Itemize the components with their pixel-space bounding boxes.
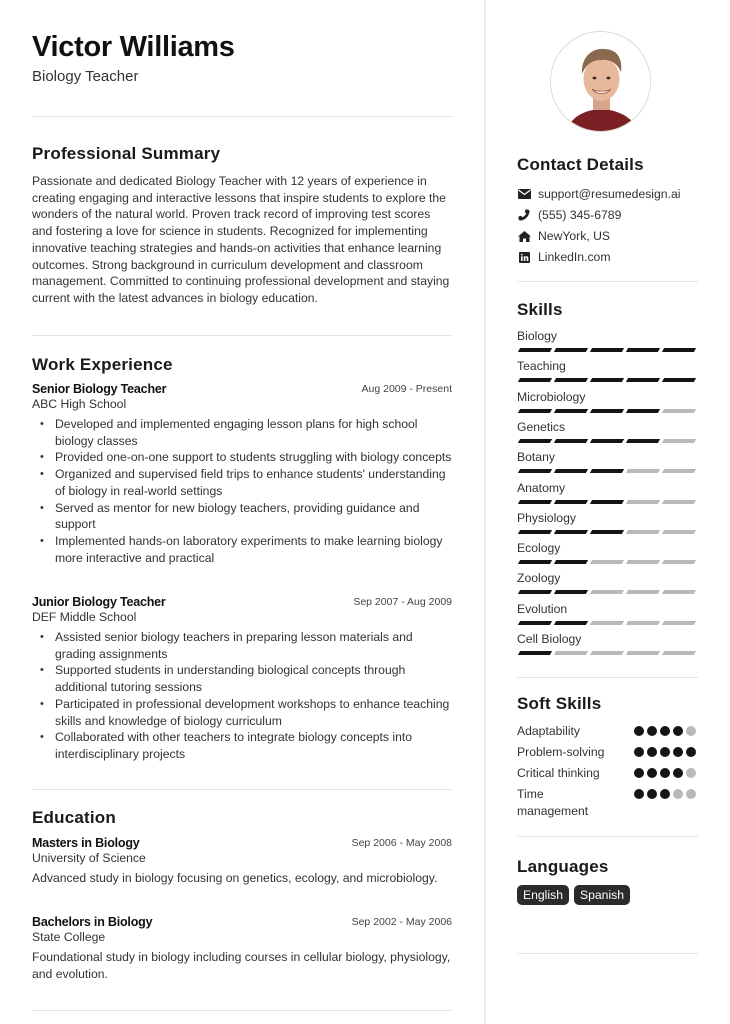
skill-level-segment <box>518 439 552 443</box>
language-tag: Spanish <box>574 885 630 905</box>
skill-level-segment <box>590 500 624 504</box>
skill-name: Ecology <box>517 541 561 556</box>
divider <box>32 789 452 790</box>
education-entry <box>32 836 452 887</box>
skill-level-segment <box>554 530 588 534</box>
rating-dot <box>647 789 657 799</box>
skill-level-bar <box>517 560 698 564</box>
skill-level-segment <box>626 500 660 504</box>
skill-level-segment <box>554 469 588 473</box>
skill-level-segment <box>662 651 696 655</box>
skill-level-bar <box>517 530 698 534</box>
skill-name: Anatomy <box>517 480 566 495</box>
rating-dot <box>634 768 644 778</box>
education-entry <box>32 915 452 982</box>
skill-level-segment <box>662 621 696 625</box>
soft-skill-item <box>517 786 698 819</box>
rating-dot <box>673 747 683 757</box>
job-bullet: • Served as mentor for new biology teachers, providing guidance and support <box>32 500 452 533</box>
rating-dot <box>660 768 670 778</box>
skill-level-segment <box>662 409 696 413</box>
job-bullets <box>32 416 452 566</box>
skill-level-segment <box>590 590 624 594</box>
rating-dot <box>660 747 670 757</box>
skill-level-segment <box>626 621 660 625</box>
job-role: Senior Biology Teacher <box>32 382 167 396</box>
skill-level-segment <box>590 530 624 534</box>
summary-text: Passionate and dedicated Biology Teacher with 12 years of experience in creating engaging and interactive lessons that inspire students to explore the wonders of the natural world. Proven track record of improving test scores and fostering a love for science in students. Recognized for implementing innovative teaching strategies and hands-on activities that enhance learning outcomes. Strong background in curriculum development and classroom management. Committed to continuing professional development and staying current with the latest advances in biology education. <box>32 174 450 305</box>
skill-name: Zoology <box>517 571 561 586</box>
skill-level-segment <box>518 378 552 382</box>
summary-heading: Professional Summary <box>32 144 221 163</box>
job-bullet: • Assisted senior biology teachers in preparing lesson materials and grading assignments <box>32 629 452 662</box>
soft-skill-name: Problem-solving <box>517 745 605 759</box>
skill-level-bar <box>517 348 698 352</box>
skill-name: Microbiology <box>517 389 586 404</box>
soft-skill-name: Critical thinking <box>517 766 600 780</box>
profile-photo <box>550 31 651 132</box>
skill-level-segment <box>626 530 660 534</box>
skill-level-segment <box>626 469 660 473</box>
candidate-title: Biology Teacher <box>32 68 139 85</box>
skill-level-segment <box>554 439 588 443</box>
job-entry <box>32 595 452 763</box>
column-divider <box>484 0 486 1024</box>
education-heading: Education <box>32 808 116 827</box>
job-bullet: • Participated in professional development workshops to enhance teaching skills and knowledge of biology curriculum <box>32 696 452 729</box>
rating-dot <box>686 768 696 778</box>
skill-level-bar <box>517 621 698 625</box>
rating-dot <box>673 726 683 736</box>
job-bullet: • Collaborated with other teachers to integrate biology concepts into interdisciplinary projects <box>32 729 452 762</box>
skill-level-bar <box>517 651 698 655</box>
soft-skill-item <box>517 744 698 761</box>
rating-dot <box>686 747 696 757</box>
soft-skill-name: Time management <box>517 787 589 818</box>
contact-phone[interactable] <box>517 208 621 222</box>
rating-dot <box>634 726 644 736</box>
home-icon <box>517 229 531 243</box>
languages-heading: Languages <box>517 857 609 876</box>
skill-level-segment <box>626 378 660 382</box>
divider <box>517 836 698 837</box>
skill-level-segment <box>590 439 624 443</box>
skills-heading: Skills <box>517 300 563 319</box>
divider <box>517 281 698 282</box>
education-description: Advanced study in biology focusing on genetics, ecology, and microbiology. <box>32 871 438 885</box>
skill-level-segment <box>662 469 696 473</box>
skill-item <box>517 571 698 594</box>
job-bullet: • Supported students in understanding biological concepts through additional tutoring sessions <box>32 662 452 695</box>
phone-icon <box>517 208 531 222</box>
skill-level-segment <box>626 439 660 443</box>
skill-item <box>517 602 698 625</box>
contact-heading: Contact Details <box>517 155 644 174</box>
skill-item <box>517 450 698 473</box>
job-bullets <box>32 629 452 763</box>
skill-name: Teaching <box>517 359 566 374</box>
linkedin-text: LinkedIn.com <box>538 250 611 264</box>
divider <box>517 953 698 954</box>
divider <box>32 116 452 117</box>
rating-dot <box>686 789 696 799</box>
skill-level-segment <box>626 590 660 594</box>
skill-level-segment <box>662 439 696 443</box>
skill-level-segment <box>518 651 552 655</box>
rating-dot <box>647 747 657 757</box>
skill-level-segment <box>662 530 696 534</box>
skill-level-segment <box>554 590 588 594</box>
skill-item <box>517 632 698 655</box>
degree-name: Bachelors in Biology <box>32 915 153 929</box>
skill-name: Botany <box>517 450 555 465</box>
school-name: University of Science <box>32 851 146 865</box>
skill-level-segment <box>554 621 588 625</box>
skill-level-segment <box>554 500 588 504</box>
education-description: Foundational study in biology including courses in cellular biology, physiology, and evolution. <box>32 950 451 981</box>
skill-name: Evolution <box>517 601 568 616</box>
skill-level-segment <box>590 469 624 473</box>
skill-level-segment <box>518 500 552 504</box>
location-text: NewYork, US <box>538 229 611 243</box>
skill-item <box>517 390 698 413</box>
education-date: Sep 2006 - May 2008 <box>351 837 452 849</box>
skill-level-bar <box>517 590 698 594</box>
linkedin-icon <box>517 250 531 264</box>
soft-skill-rating <box>634 744 698 761</box>
rating-dot <box>647 768 657 778</box>
skill-level-segment <box>626 560 660 564</box>
soft-skill-item <box>517 765 698 782</box>
divider <box>32 335 452 336</box>
skill-name: Physiology <box>517 510 576 525</box>
skill-level-segment <box>554 560 588 564</box>
skill-level-segment <box>518 621 552 625</box>
skill-level-bar <box>517 378 698 382</box>
skill-level-segment <box>662 560 696 564</box>
education-date: Sep 2002 - May 2006 <box>351 916 452 928</box>
skill-item <box>517 541 698 564</box>
skill-item <box>517 359 698 382</box>
rating-dot <box>673 789 683 799</box>
job-bullet: • Organized and supervised field trips to enhance students' understanding of biology in real-world settings <box>32 466 452 499</box>
avatar-icon <box>551 32 651 132</box>
skill-item <box>517 420 698 443</box>
skill-level-segment <box>518 530 552 534</box>
skill-level-bar <box>517 500 698 504</box>
divider <box>32 1010 452 1011</box>
contact-linkedin[interactable] <box>517 250 611 264</box>
soft-skill-name: Adaptability <box>517 724 581 738</box>
skill-level-segment <box>554 409 588 413</box>
skill-level-segment <box>590 560 624 564</box>
soft-skill-rating <box>634 765 698 782</box>
email-text: support@resumedesign.ai <box>538 187 681 201</box>
rating-dot <box>660 726 670 736</box>
skill-level-segment <box>626 348 660 352</box>
skill-name: Genetics <box>517 419 566 434</box>
skill-level-segment <box>590 409 624 413</box>
job-bullet: • Provided one-on-one support to students struggling with biology concepts <box>32 449 452 466</box>
skill-level-bar <box>517 439 698 443</box>
divider <box>517 677 698 678</box>
soft-skill-rating <box>634 723 698 740</box>
language-tag: English <box>517 885 569 905</box>
skill-level-segment <box>590 621 624 625</box>
skill-level-segment <box>590 651 624 655</box>
skill-level-segment <box>662 378 696 382</box>
soft-skill-rating <box>634 786 698 819</box>
skill-level-segment <box>518 409 552 413</box>
job-date: Aug 2009 - Present <box>361 383 452 395</box>
soft-skill-item <box>517 723 698 740</box>
skill-level-segment <box>590 348 624 352</box>
soft-skills-heading: Soft Skills <box>517 694 602 713</box>
skill-level-segment <box>554 348 588 352</box>
rating-dot <box>660 789 670 799</box>
languages-list <box>517 885 630 905</box>
rating-dot <box>634 747 644 757</box>
skill-level-segment <box>518 348 552 352</box>
candidate-name: Victor Williams <box>32 31 235 63</box>
skill-level-bar <box>517 469 698 473</box>
skill-name: Cell Biology <box>517 632 582 646</box>
school-name: State College <box>32 930 106 944</box>
phone-text: (555) 345-6789 <box>538 208 622 222</box>
skill-level-segment <box>662 500 696 504</box>
job-date: Sep 2007 - Aug 2009 <box>353 596 452 608</box>
skill-level-segment <box>518 590 552 594</box>
job-role: Junior Biology Teacher <box>32 595 166 609</box>
skill-item <box>517 481 698 504</box>
skill-level-segment <box>554 378 588 382</box>
rating-dot <box>686 726 696 736</box>
skill-level-segment <box>554 651 588 655</box>
rating-dot <box>673 768 683 778</box>
rating-dot <box>647 726 657 736</box>
skill-level-segment <box>626 409 660 413</box>
skill-item <box>517 511 698 534</box>
degree-name: Masters in Biology <box>32 836 140 850</box>
job-entry <box>32 382 452 566</box>
skill-name: Biology <box>517 329 557 343</box>
skill-level-segment <box>518 469 552 473</box>
experience-heading: Work Experience <box>32 355 173 374</box>
contact-location <box>517 229 610 243</box>
job-bullet: • Implemented hands-on laboratory experiments to make learning biology more interactive and practical <box>32 533 452 566</box>
skill-item <box>517 329 698 352</box>
skill-level-segment <box>662 348 696 352</box>
skill-level-segment <box>590 378 624 382</box>
skill-level-bar <box>517 409 698 413</box>
skill-level-segment <box>626 651 660 655</box>
envelope-icon <box>517 187 531 201</box>
job-organization: DEF Middle School <box>32 610 137 624</box>
skill-level-segment <box>518 560 552 564</box>
skill-level-segment <box>662 590 696 594</box>
rating-dot <box>634 789 644 799</box>
job-organization: ABC High School <box>32 397 127 411</box>
contact-email[interactable] <box>517 187 680 201</box>
job-bullet: • Developed and implemented engaging lesson plans for high school biology classes <box>32 416 452 449</box>
